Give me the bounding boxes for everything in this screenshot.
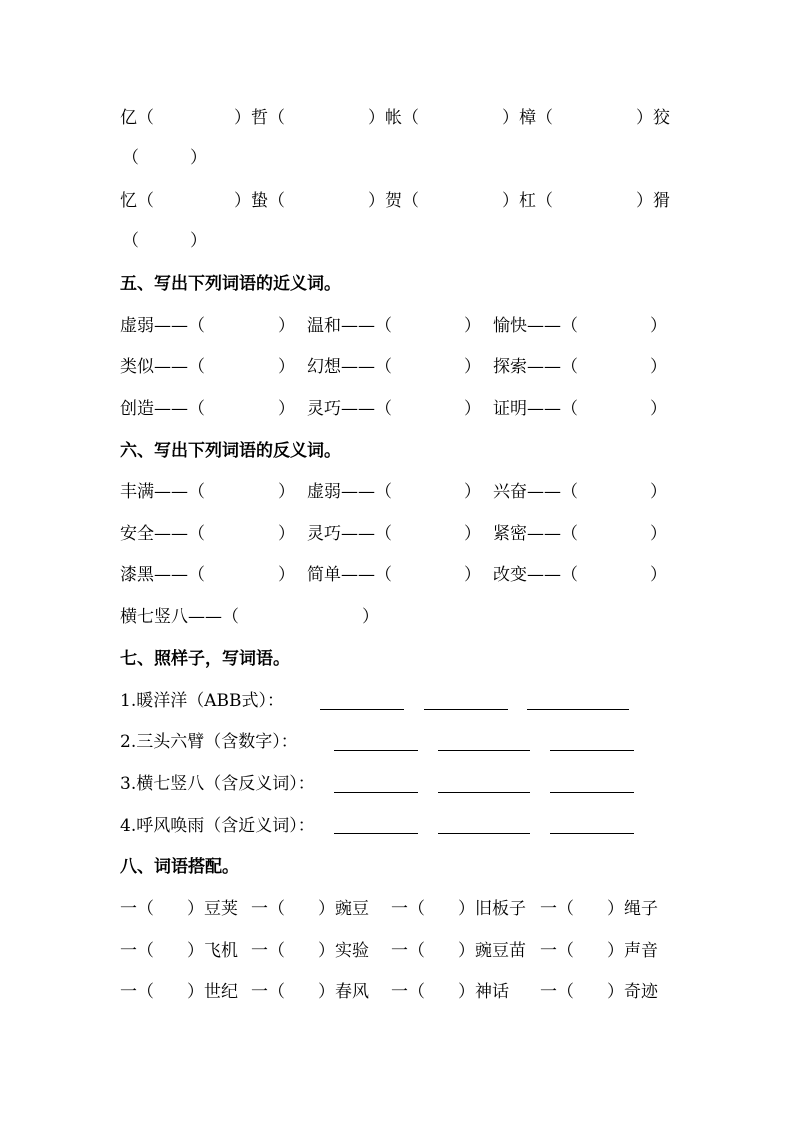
measure-open: 一（ [540,982,574,1002]
example-prompt: 1.暖洋洋（ABB式）： [120,691,284,711]
example-prompt: 2.三头六臂（含数字）： [120,732,298,752]
paren-close: ） [362,607,379,627]
paren-close: ） [464,399,481,419]
noun: ）神话 [458,982,509,1002]
word-label: 紧密——（ [493,524,578,544]
paren-close: ） [650,316,667,336]
word-label: 创造——（ [120,399,205,419]
char-row-1-wrap: （ ） [122,148,207,168]
paren-close: ） [278,316,295,336]
section-7-title: 七、照样子，写词语。 [120,649,290,669]
section-5-title: 五、写出下列词语的近义词。 [120,274,341,294]
char-item: 亿（ [120,108,154,128]
measure-open: 一（ [391,941,425,961]
word-label: 探索——（ [493,357,578,377]
char-item: ）哲（ [234,108,285,128]
word-label: 丰满——（ [120,482,205,502]
paren-close: ） [464,565,481,585]
paren-close: ） [650,482,667,502]
section-6-title: 六、写出下列词语的反义词。 [120,441,341,461]
answer-line[interactable] [438,833,530,834]
paren-close: ） [650,524,667,544]
word-label: 类似——（ [120,357,205,377]
char-item: ）猾 [636,191,670,211]
answer-line[interactable] [334,750,418,751]
word-label: 温和——（ [307,316,392,336]
answer-line[interactable] [550,792,634,793]
measure-open: 一（ [120,982,154,1002]
word-label: 虚弱——（ [120,316,205,336]
char-row-2-wrap: （ ） [122,231,207,251]
paren-close: ） [650,399,667,419]
word-label: 虚弱——（ [307,482,392,502]
measure-open: 一（ [540,899,574,919]
word-label: 横七竖八——（ [120,607,239,627]
word-label: 灵巧——（ [307,524,392,544]
word-label: 漆黑——（ [120,565,205,585]
word-label: 简单——（ [307,565,392,585]
noun: ）豌豆 [318,899,369,919]
noun: ）飞机 [187,941,238,961]
noun: ）绳子 [607,899,658,919]
noun: ）世纪 [187,982,238,1002]
word-label: 证明——（ [493,399,578,419]
paren-close: ） [278,482,295,502]
noun: ）旧板子 [458,899,526,919]
noun: ）奇迹 [607,982,658,1002]
answer-line[interactable] [334,792,418,793]
char-item: ）樟（ [502,108,553,128]
char-item: ）贺（ [368,191,419,211]
word-label: 改变——（ [493,565,578,585]
measure-open: 一（ [540,941,574,961]
paren-close: ） [278,565,295,585]
word-label: 兴奋——（ [493,482,578,502]
paren-close: ） [650,357,667,377]
example-prompt: 4.呼风唤雨（含近义词）： [120,816,315,836]
word-label: 灵巧——（ [307,399,392,419]
measure-open: 一（ [251,899,285,919]
char-item: ）狡 [636,108,670,128]
paren-close: ） [464,316,481,336]
noun: ）声音 [607,941,658,961]
word-label: 愉快——（ [493,316,578,336]
paren-close: ） [278,399,295,419]
word-label: 幻想——（ [307,357,392,377]
answer-line[interactable] [320,709,404,710]
char-item: ）杠（ [502,191,553,211]
measure-open: 一（ [251,941,285,961]
paren-close: ） [278,357,295,377]
answer-line[interactable] [550,833,634,834]
char-item: ）帐（ [368,108,419,128]
noun: ）豌豆苗 [458,941,526,961]
noun: ）实验 [318,941,369,961]
paren-close: ） [464,357,481,377]
answer-line[interactable] [550,750,634,751]
paren-close: ） [464,524,481,544]
word-label: 安全——（ [120,524,205,544]
answer-line[interactable] [334,833,418,834]
measure-open: 一（ [251,982,285,1002]
answer-line[interactable] [438,750,530,751]
noun: ）豆荚 [187,899,238,919]
measure-open: 一（ [391,982,425,1002]
paren-close: ） [650,565,667,585]
measure-open: 一（ [120,899,154,919]
answer-line[interactable] [438,792,530,793]
example-prompt: 3.横七竖八（含反义词）： [120,774,315,794]
paren-close: ） [464,482,481,502]
char-item: ）蛰（ [234,191,285,211]
measure-open: 一（ [391,899,425,919]
answer-line[interactable] [527,709,629,710]
noun: ）春风 [318,982,369,1002]
paren-close: ） [278,524,295,544]
char-item: 忆（ [120,191,154,211]
section-8-title: 八、词语搭配。 [120,857,239,877]
answer-line[interactable] [424,709,508,710]
measure-open: 一（ [120,941,154,961]
